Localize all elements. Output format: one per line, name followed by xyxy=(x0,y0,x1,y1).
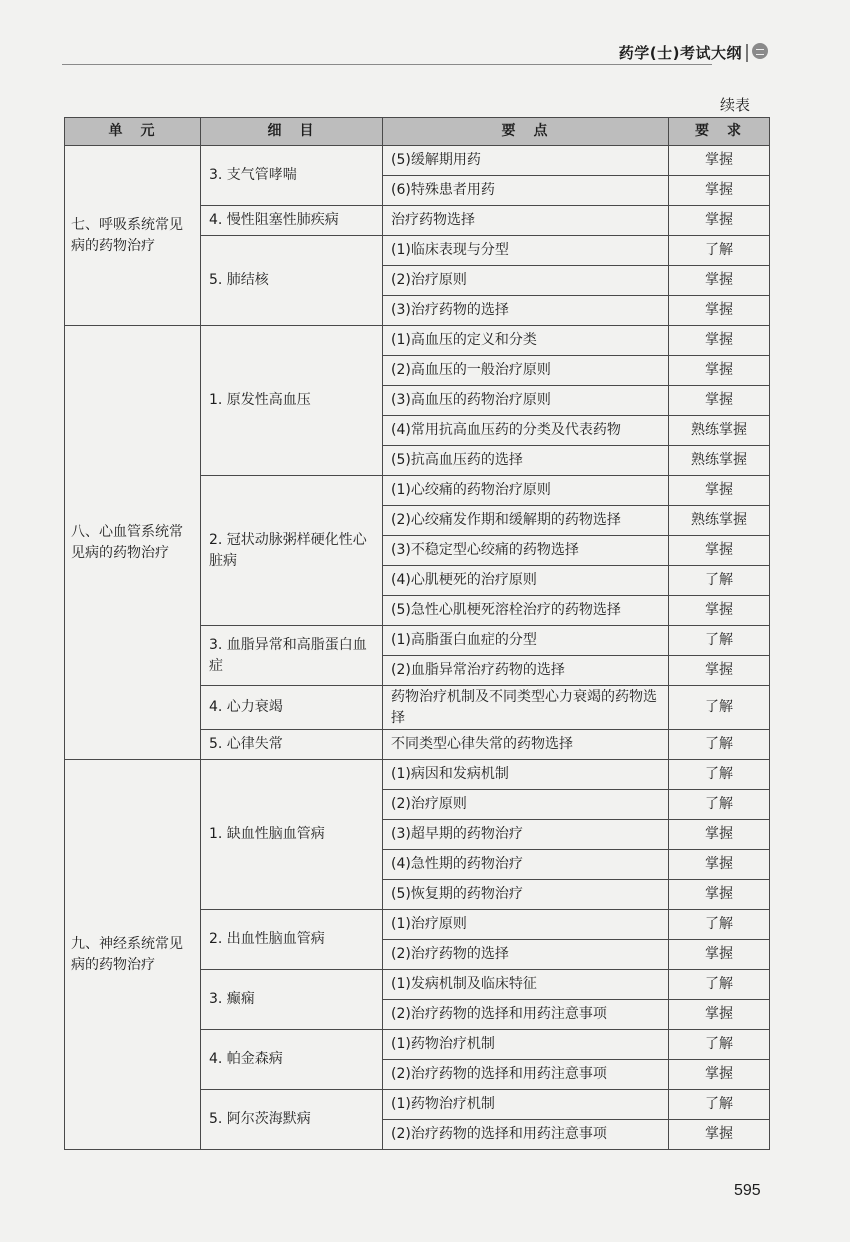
continued-label: 续表 xyxy=(719,96,750,114)
point-cell: (1)高脂蛋白血症的分型 xyxy=(383,626,669,656)
point-cell: (1)病因和发病机制 xyxy=(383,760,669,790)
requirement-cell: 了解 xyxy=(669,1030,770,1060)
point-cell: (1)药物治疗机制 xyxy=(383,1030,669,1060)
syllabus-table xyxy=(64,117,770,1150)
requirement-cell: 掌握 xyxy=(669,1120,770,1150)
requirement-cell: 掌握 xyxy=(669,296,770,326)
column-header-item: 细 目 xyxy=(201,118,383,146)
item-cell: 4. 帕金森病 xyxy=(201,1030,383,1090)
requirement-cell: 掌握 xyxy=(669,940,770,970)
requirement-cell: 掌握 xyxy=(669,176,770,206)
book-icon xyxy=(752,43,768,59)
unit-cell: 九、神经系统常见病的药物治疗 xyxy=(65,760,201,1150)
requirement-cell: 掌握 xyxy=(669,266,770,296)
requirement-cell: 熟练掌握 xyxy=(669,506,770,536)
requirement-cell: 掌握 xyxy=(669,386,770,416)
table-row xyxy=(65,146,770,176)
point-cell: 不同类型心律失常的药物选择 xyxy=(383,730,669,760)
requirement-cell: 了解 xyxy=(669,1090,770,1120)
point-cell: (6)特殊患者用药 xyxy=(383,176,669,206)
point-cell: (2)治疗原则 xyxy=(383,266,669,296)
point-cell: (1)高血压的定义和分类 xyxy=(383,326,669,356)
point-cell: (4)急性期的药物治疗 xyxy=(383,850,669,880)
requirement-cell: 了解 xyxy=(669,970,770,1000)
point-cell: (3)不稳定型心绞痛的药物选择 xyxy=(383,536,669,566)
table-row xyxy=(65,760,770,790)
requirement-cell: 了解 xyxy=(669,760,770,790)
requirement-cell: 了解 xyxy=(669,910,770,940)
item-cell: 3. 血脂异常和高脂蛋白血症 xyxy=(201,626,383,686)
header-divider xyxy=(746,44,748,62)
item-cell: 2. 出血性脑血管病 xyxy=(201,910,383,970)
point-cell: (5)恢复期的药物治疗 xyxy=(383,880,669,910)
requirement-cell: 掌握 xyxy=(669,596,770,626)
item-cell: 1. 原发性高血压 xyxy=(201,326,383,476)
requirement-cell: 掌握 xyxy=(669,206,770,236)
item-cell: 3. 癫痫 xyxy=(201,970,383,1030)
point-cell: (2)治疗药物的选择和用药注意事项 xyxy=(383,1120,669,1150)
point-cell: (5)急性心肌梗死溶栓治疗的药物选择 xyxy=(383,596,669,626)
point-cell: (1)药物治疗机制 xyxy=(383,1090,669,1120)
point-cell: (2)治疗药物的选择 xyxy=(383,940,669,970)
table-header-row xyxy=(65,118,770,146)
item-cell: 5. 心律失常 xyxy=(201,730,383,760)
column-header-unit: 单 元 xyxy=(65,118,201,146)
point-cell: (1)发病机制及临床特征 xyxy=(383,970,669,1000)
column-header-point: 要 点 xyxy=(383,118,669,146)
point-cell: 治疗药物选择 xyxy=(383,206,669,236)
point-cell: 药物治疗机制及不同类型心力衰竭的药物选择 xyxy=(383,686,669,730)
table-row xyxy=(65,326,770,356)
requirement-cell: 掌握 xyxy=(669,326,770,356)
requirement-cell: 了解 xyxy=(669,686,770,730)
point-cell: (2)高血压的一般治疗原则 xyxy=(383,356,669,386)
item-cell: 2. 冠状动脉粥样硬化性心脏病 xyxy=(201,476,383,626)
running-header-title: 药学(士)考试大纲 xyxy=(613,42,742,63)
requirement-cell: 掌握 xyxy=(669,536,770,566)
point-cell: (4)心肌梗死的治疗原则 xyxy=(383,566,669,596)
point-cell: (3)超早期的药物治疗 xyxy=(383,820,669,850)
point-cell: (3)治疗药物的选择 xyxy=(383,296,669,326)
requirement-cell: 掌握 xyxy=(669,880,770,910)
point-cell: (4)常用抗高血压药的分类及代表药物 xyxy=(383,416,669,446)
requirement-cell: 熟练掌握 xyxy=(669,416,770,446)
requirement-cell: 掌握 xyxy=(669,850,770,880)
requirement-cell: 掌握 xyxy=(669,356,770,386)
item-cell: 4. 心力衰竭 xyxy=(201,686,383,730)
point-cell: (1)治疗原则 xyxy=(383,910,669,940)
point-cell: (5)抗高血压药的选择 xyxy=(383,446,669,476)
point-cell: (2)治疗原则 xyxy=(383,790,669,820)
header-rule xyxy=(62,64,712,65)
requirement-cell: 熟练掌握 xyxy=(669,446,770,476)
point-cell: (1)心绞痛的药物治疗原则 xyxy=(383,476,669,506)
item-cell: 1. 缺血性脑血管病 xyxy=(201,760,383,910)
point-cell: (1)临床表现与分型 xyxy=(383,236,669,266)
page-number: 595 xyxy=(734,1182,761,1199)
running-header xyxy=(62,36,770,68)
requirement-cell: 了解 xyxy=(669,626,770,656)
item-cell: 4. 慢性阻塞性肺疾病 xyxy=(201,206,383,236)
point-cell: (2)治疗药物的选择和用药注意事项 xyxy=(383,1060,669,1090)
point-cell: (2)心绞痛发作期和缓解期的药物选择 xyxy=(383,506,669,536)
requirement-cell: 掌握 xyxy=(669,476,770,506)
requirement-cell: 了解 xyxy=(669,236,770,266)
point-cell: (2)血脂异常治疗药物的选择 xyxy=(383,656,669,686)
table-body xyxy=(65,146,770,1150)
requirement-cell: 掌握 xyxy=(669,820,770,850)
requirement-cell: 掌握 xyxy=(669,1060,770,1090)
unit-cell: 八、心血管系统常见病的药物治疗 xyxy=(65,326,201,760)
item-cell: 3. 支气管哮喘 xyxy=(201,146,383,206)
point-cell: (2)治疗药物的选择和用药注意事项 xyxy=(383,1000,669,1030)
requirement-cell: 了解 xyxy=(669,566,770,596)
requirement-cell: 了解 xyxy=(669,730,770,760)
item-cell: 5. 阿尔茨海默病 xyxy=(201,1090,383,1150)
requirement-cell: 掌握 xyxy=(669,656,770,686)
requirement-cell: 掌握 xyxy=(669,146,770,176)
column-header-requirement: 要 求 xyxy=(669,118,770,146)
unit-cell: 七、呼吸系统常见病的药物治疗 xyxy=(65,146,201,326)
point-cell: (5)缓解期用药 xyxy=(383,146,669,176)
item-cell: 5. 肺结核 xyxy=(201,236,383,326)
requirement-cell: 掌握 xyxy=(669,1000,770,1030)
point-cell: (3)高血压的药物治疗原则 xyxy=(383,386,669,416)
requirement-cell: 了解 xyxy=(669,790,770,820)
